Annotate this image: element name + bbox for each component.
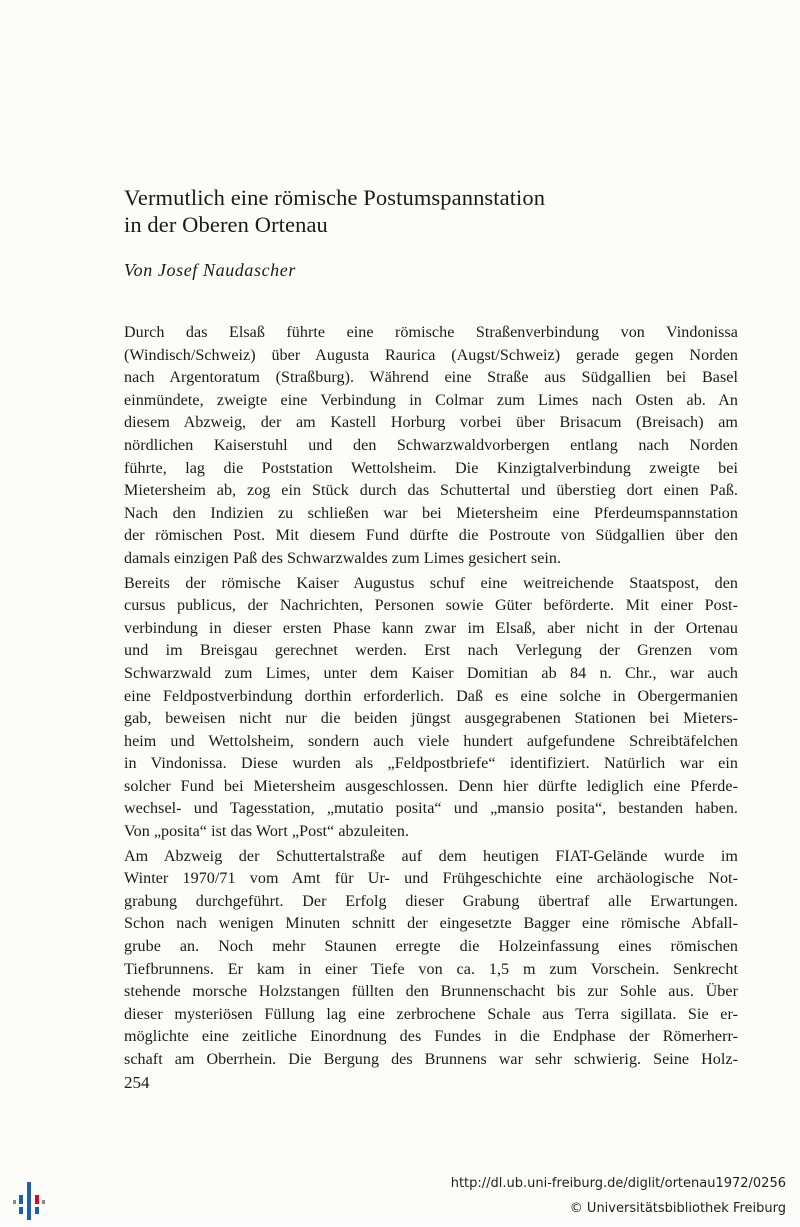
logo-graphic [10, 1178, 50, 1222]
text-line: Von „posita“ ist das Wort „Post“ abzuleiten. [124, 823, 410, 841]
text-line: diesem Abzweig, der am Kastell Horburg vorbei über Brisacum (Breisach) am [124, 414, 738, 432]
text-line: wechsel- und Tagesstation, „mutatio posita“ und „mansio posita“, bestanden haben. [124, 800, 738, 818]
text-line: und im Breisgau gerechnet werden. Erst nach Verlegung der Grenzen vom [124, 642, 738, 660]
article-title-line-2: in der Oberen Ortenau [124, 212, 328, 237]
text-line: nördlichen Kaiserstuhl und den Schwarzwaldvorbergen entlang nach Norden [124, 436, 738, 454]
text-line: Winter 1970/71 vom Amt für Ur- und Frühgeschichte eine archäologische Not- [124, 870, 738, 888]
text-line: (Windisch/Schweiz) über Augusta Raurica (Augst/Schweiz) gerade gegen Norden [124, 346, 738, 364]
text-line: möglichte eine zeitliche Einordnung des Fundes in die Endphase der Römerherr- [124, 1028, 738, 1046]
text-line: Mietersheim ab, zog ein Stück durch das Schuttertal und überstieg dort einen Paß. [124, 482, 738, 500]
footer-source-link[interactable]: http://dl.ub.uni-freiburg.de/diglit/ortenau1972/0256 [450, 1176, 786, 1191]
text-line: einmündete, zweigte eine Verbindung in Colmar zum Limes nach Osten ab. An [124, 391, 738, 409]
article-title-line-1: Vermutlich eine römische Postumspannstation [124, 185, 546, 210]
text-line: damals einzigen Paß des Schwarzwaldes zum Limes gesichert sein. [124, 549, 562, 567]
ub-freiburg-logo-icon [10, 1178, 50, 1222]
text-line: eine Feldpostverbindung dorthin erforderlich. Daß es eine solche in Obergermanien [124, 687, 738, 705]
text-line: grube an. Noch mehr Staunen erregte die Holzeinfassung eines römischen [124, 938, 738, 956]
text-line: Am Abzweig der Schuttertalstraße auf dem heutigen FIAT-Gelände wurde im [124, 847, 738, 865]
text-line: schaft am Oberrhein. Die Bergung des Brunnens war sehr schwierig. Seine Holz- [124, 1051, 738, 1068]
text-line: heim und Wettolsheim, sondern auch viele hundert aufgefundene Schreibtäfelchen [124, 732, 738, 750]
text-line: Schon nach wenigen Minuten schnitt der eingesetzte Bagger eine römische Abfall- [124, 915, 738, 933]
text-line: cursus publicus, der Nachrichten, Personen sowie Güter beförderte. Mit einer Post- [124, 597, 738, 615]
article-body [124, 322, 738, 1074]
text-line: verbindung in dieser ersten Phase kann zwar im Elsaß, aber nicht in der Ortenau [124, 619, 738, 637]
text-line: Tiefbrunnens. Er kam in einer Tiefe von ca. 1,5 m zum Vorschein. Senkrecht [124, 960, 738, 978]
article-title [124, 184, 684, 238]
article-author: Von Josef Naudascher [124, 260, 296, 280]
text-line: grabung durchgeführt. Der Erfolg dieser Grabung übertraf alle Erwartungen. [124, 892, 738, 910]
text-line: dieser mysteriösen Füllung lag eine zerbrochene Schale aus Terra sigillata. Sie er- [124, 1005, 738, 1023]
text-line: gab, beweisen nicht nur die beiden jüngst ausgegrabenen Stationen bei Mieters- [124, 710, 738, 728]
text-line: führte, lag die Poststation Wettolsheim. Die Kinzigtalverbindung zweigte bei [124, 459, 738, 477]
text-line: solcher Fund bei Mietersheim ausgeschlossen. Denn hier dürfte lediglich eine Pferde- [124, 777, 738, 795]
text-line: Durch das Elsaß führte eine römische Straßenverbindung von Vindonissa [124, 324, 738, 341]
paragraph-2 [124, 573, 738, 844]
text-line: nach Argentoratum (Straßburg). Während eine Straße aus Südgallien bei Basel [124, 369, 738, 387]
paragraph-3 [124, 846, 738, 1072]
text-line: der römischen Post. Mit diesem Fund dürfte die Postroute von Südgallien über den [124, 527, 738, 545]
page-number: 254 [124, 1073, 150, 1092]
paragraph-1 [124, 322, 738, 571]
footer-copyright: © Universitätsbibliothek Freiburg [569, 1201, 786, 1216]
text-line: Nach den Indizien zu schließen war bei Mietersheim eine Pferdeumspannstation [124, 504, 738, 522]
text-line: Bereits der römische Kaiser Augustus schuf eine weitreichende Staatspost, den [124, 574, 738, 592]
text-line: in Vindonissa. Diese wurden als „Feldpostbriefe“ identifiziert. Natürlich war ein [124, 755, 738, 773]
text-line: stehende morsche Holzstangen füllten den Brunnenschacht bis zur Sohle aus. Über [124, 983, 738, 1001]
text-line: Schwarzwald zum Limes, unter dem Kaiser Domitian ab 84 n. Chr., war auch [124, 664, 738, 682]
